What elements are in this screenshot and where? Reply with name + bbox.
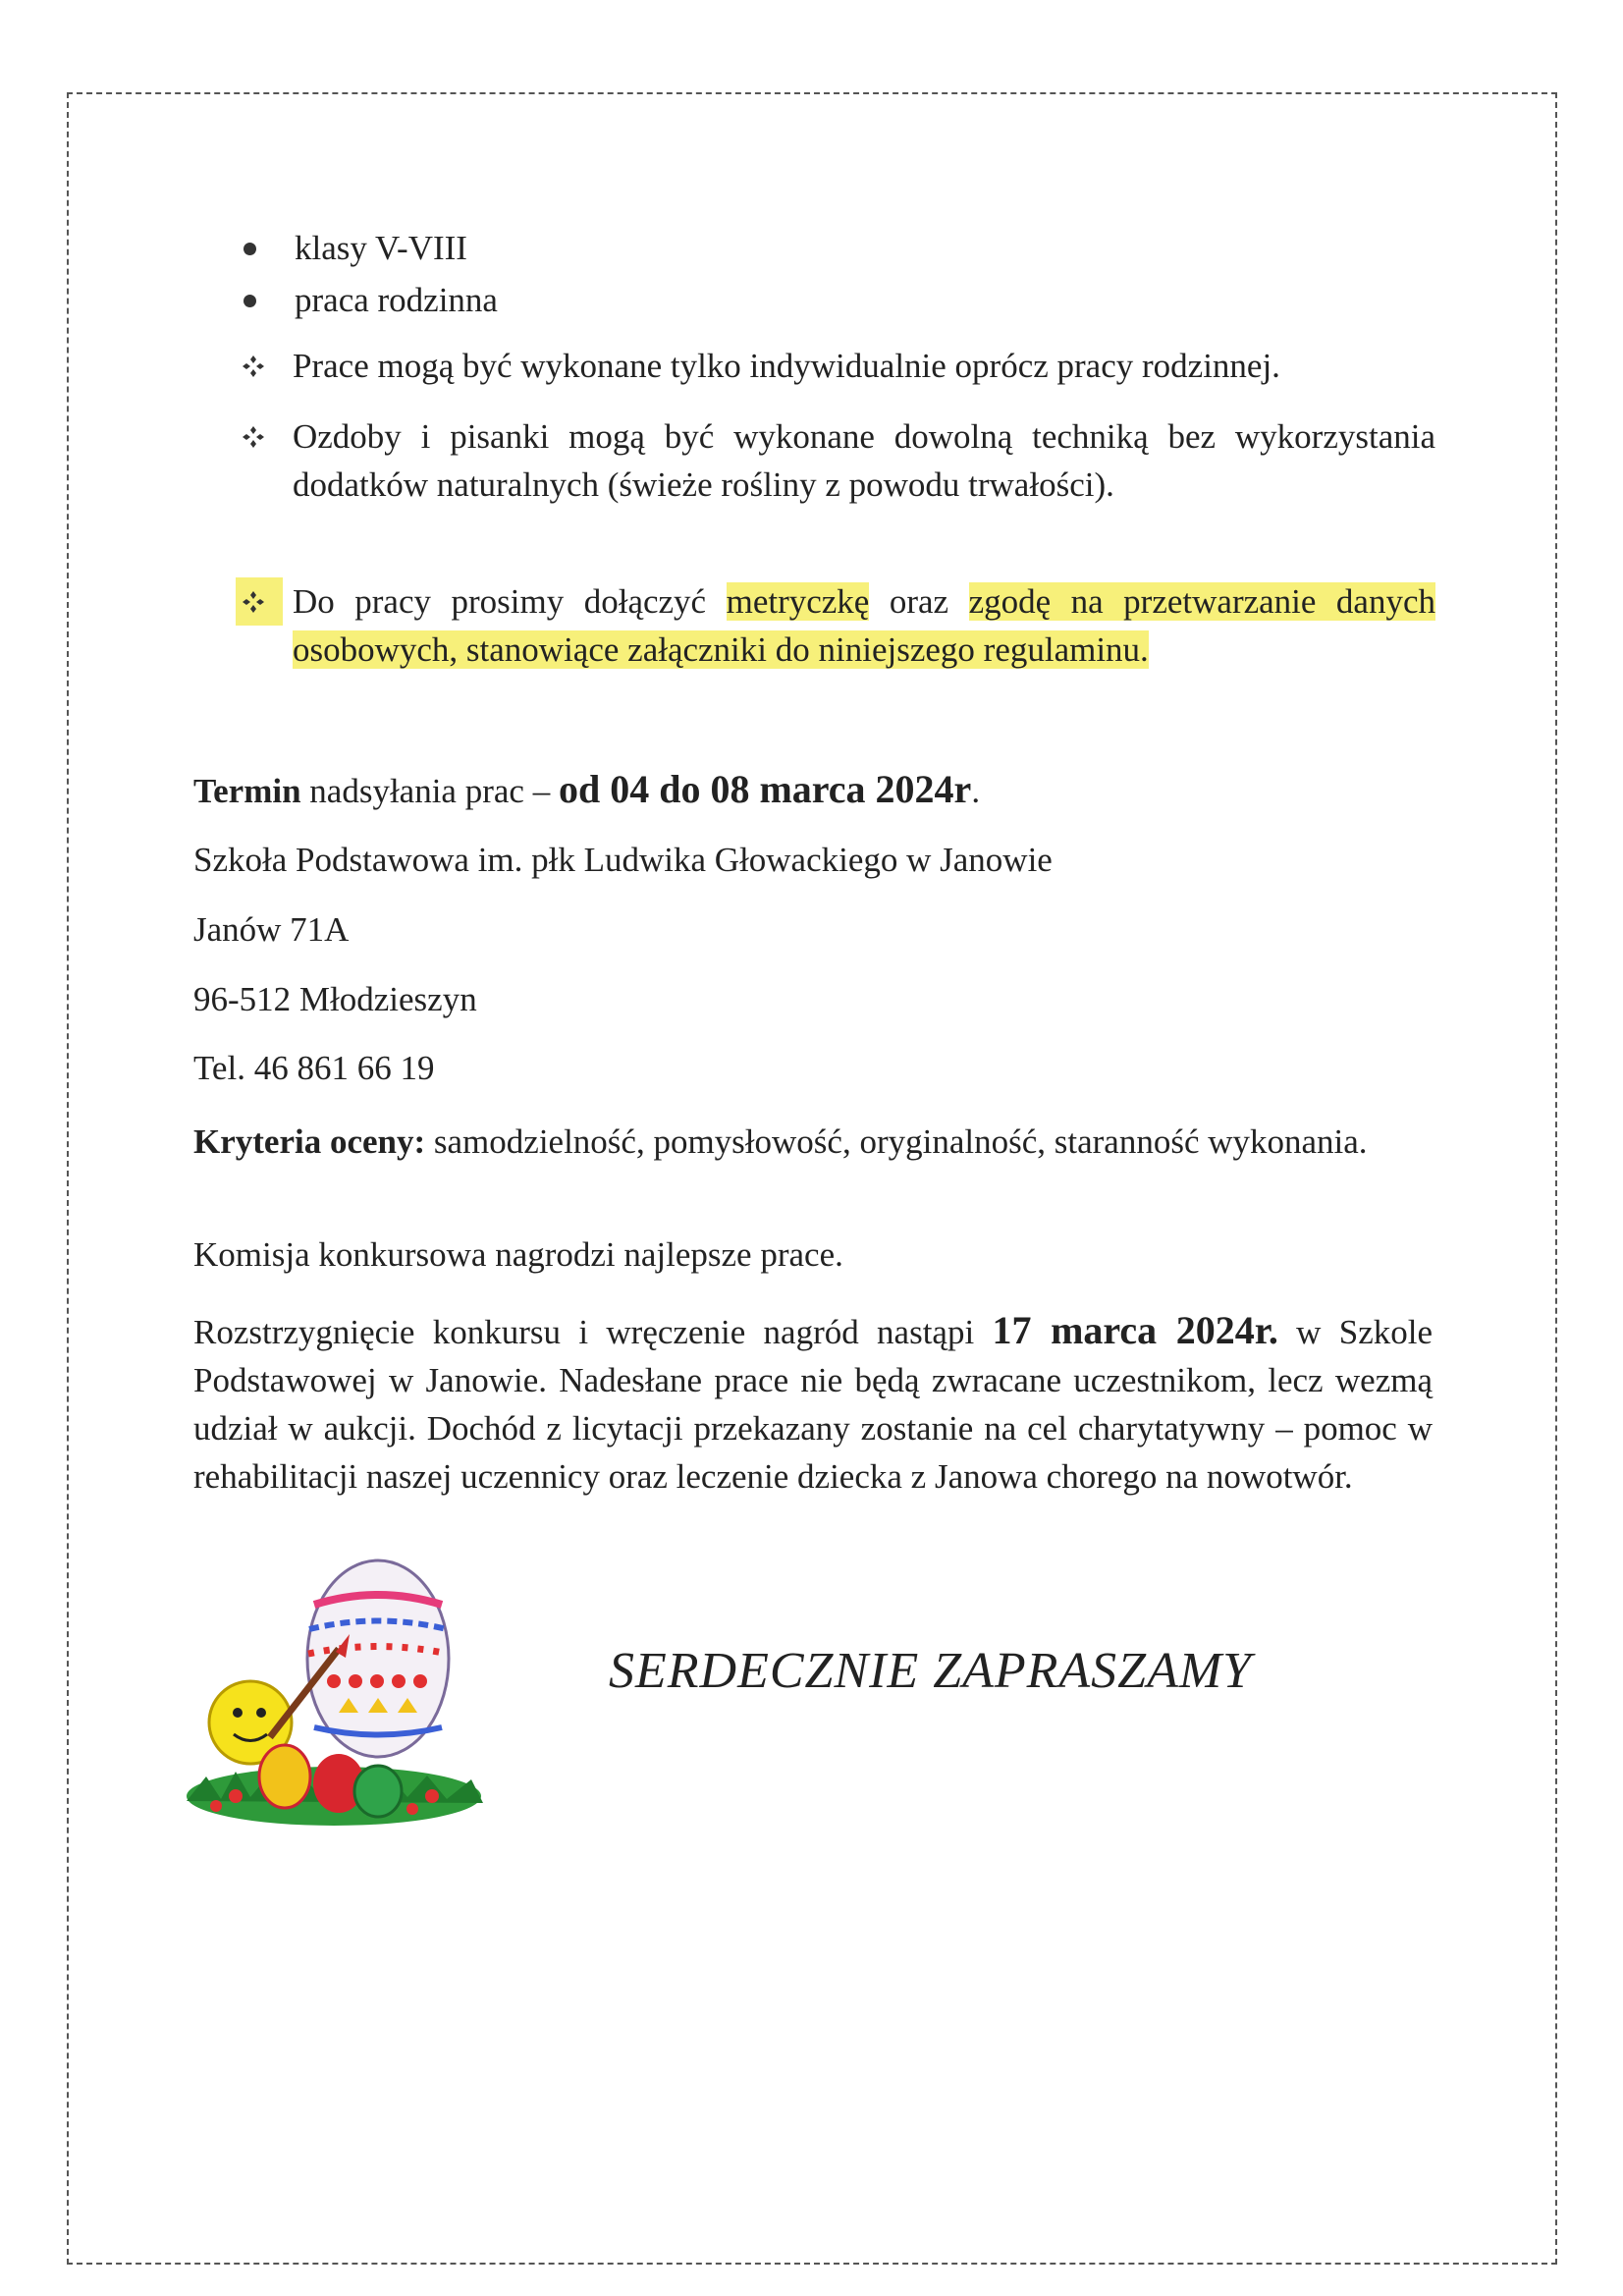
postal-address: 96-512 Młodzieszyn — [193, 980, 477, 1018]
phone-number: Tel. 46 861 66 19 — [193, 1049, 435, 1087]
age-group-list — [236, 222, 498, 326]
deadline-dates: od 04 do 08 marca 2024r — [558, 767, 972, 811]
rule-text: Do pracy prosimy dołączyć — [293, 582, 727, 621]
results-text: w Szkole Podstawowej w Janowie. Nadesłane prace nie będą zwracane uczestnikom, lecz wezmą udział w aukcji. Dochód z licytacji przekazany zostanie na cel charytatywny – pomoc w rehabilitacji naszej uczennicy oraz leczenie dziecka z Janowa chorego na nowotwór. — [193, 1313, 1434, 1496]
criteria-paragraph — [193, 1118, 1433, 1166]
criteria-label: Kryteria oceny: — [193, 1122, 426, 1161]
list-item: praca rodzinna — [236, 274, 498, 326]
rule-text: oraz — [869, 582, 969, 621]
four-diamond-icon — [242, 590, 265, 614]
rule-item-1 — [236, 342, 1435, 390]
results-text: Rozstrzygnięcie konkursu i wręczenie nagród nastąpi — [193, 1313, 993, 1351]
results-paragraph — [193, 1306, 1433, 1501]
deadline-end: . — [971, 772, 981, 810]
deadline-text: nadsyłania prac – — [300, 772, 559, 810]
closing-invitation: SERDECZNIE ZAPRASZAMY — [609, 1643, 1253, 1699]
commission-text: Komisja konkursowa nagrodzi najlepsze prace. — [193, 1235, 843, 1274]
rule-text: Ozdoby i pisanki mogą być wykonane dowolną techniką bez wykorzystania dodatków naturalnych (świeże rośliny z powodu trwałości). — [293, 417, 1435, 504]
results-date: 17 marca 2024r. — [992, 1308, 1278, 1352]
street-address: Janów 71A — [193, 910, 350, 949]
deadline-line — [193, 766, 980, 812]
highlighted-text: metryczkę — [726, 582, 870, 621]
deadline-label: Termin — [193, 772, 301, 810]
list-item: klasy V-VIII — [236, 222, 498, 274]
four-diamond-icon — [242, 355, 265, 378]
rule-text: Prace mogą być wykonane tylko indywidualnie oprócz pracy rodzinnej. — [293, 347, 1280, 385]
rule-item-3 — [236, 577, 1435, 674]
school-name: Szkoła Podstawowa im. płk Ludwika Głowackiego w Janowie — [193, 841, 1053, 879]
highlighted-text: zgodę na przetwarzanie danych osobowych, stanowiące załączniki do niniejszego regulaminu. — [293, 582, 1435, 669]
criteria-text: samodzielność, pomysłowość, oryginalność, staranność wykonania. — [425, 1122, 1368, 1161]
rule-item-2 — [236, 412, 1435, 509]
four-diamond-icon — [242, 425, 265, 449]
easter-egg-painting-illustration — [177, 1556, 491, 1840]
